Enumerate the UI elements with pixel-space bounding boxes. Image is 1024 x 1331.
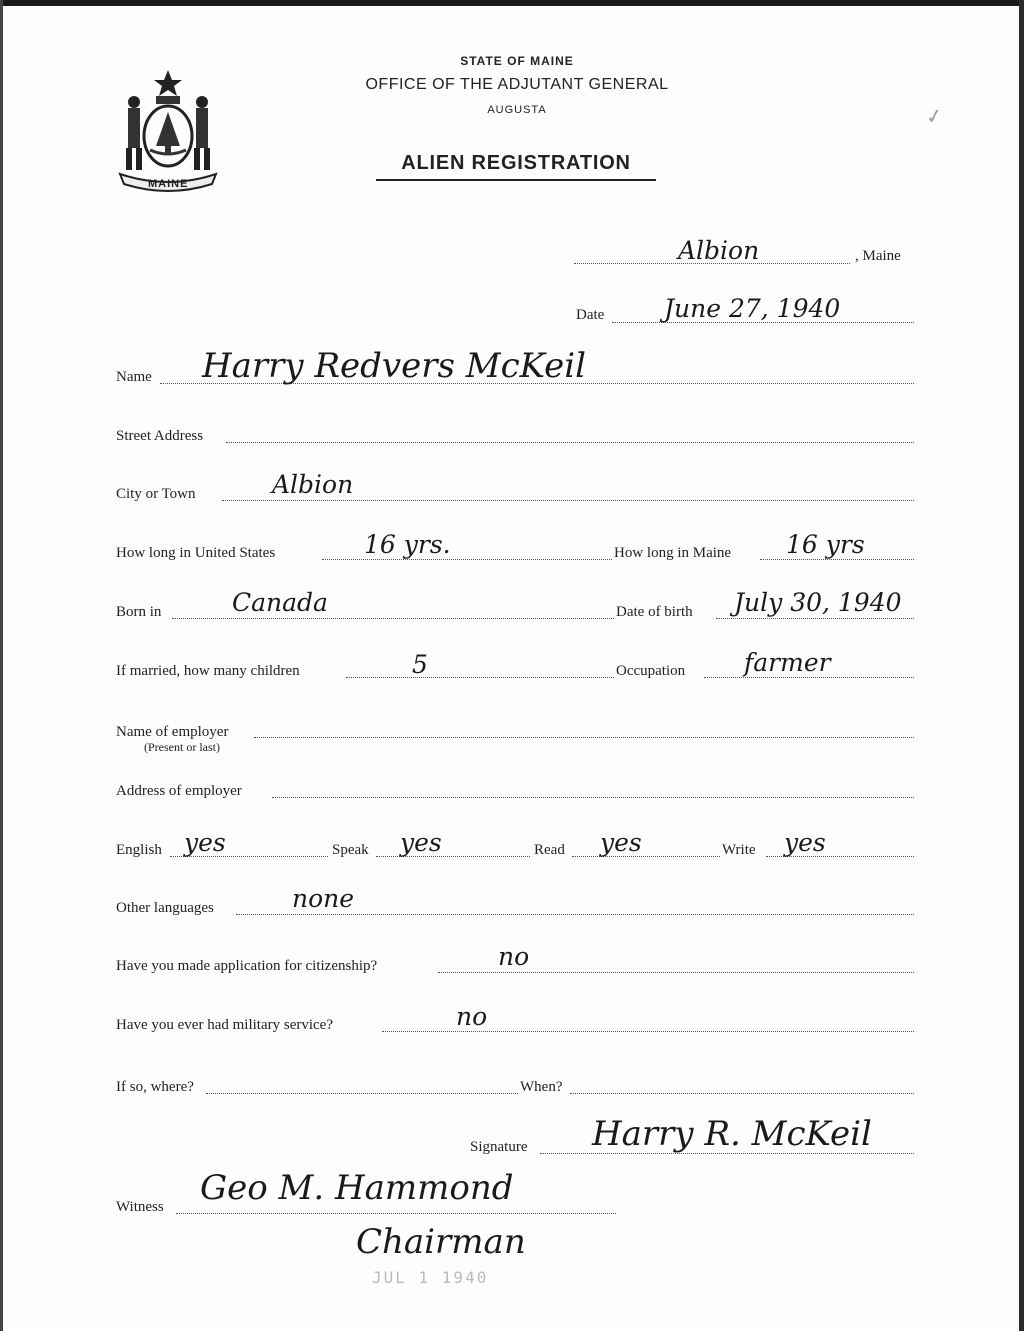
born-in-label: Born in <box>116 604 162 620</box>
citizenship-line <box>438 972 914 973</box>
children-value: 5 <box>412 650 428 679</box>
military-where-label: If so, where? <box>116 1079 194 1095</box>
scan-border-top <box>0 0 1024 6</box>
witness-line <box>176 1213 616 1214</box>
town-suffix: , Maine <box>855 248 901 264</box>
check-mark-icon: ✓ <box>924 104 945 130</box>
citizenship-value: no <box>498 942 530 971</box>
name-value: Harry Redvers McKeil <box>202 346 586 386</box>
other-languages-label: Other languages <box>116 900 214 916</box>
witness-label: Witness <box>116 1199 164 1215</box>
us-duration-label: How long in United States <box>116 545 276 561</box>
street-address-line <box>226 442 914 443</box>
military-where-line <box>206 1093 518 1094</box>
city-value: Albion <box>272 470 354 499</box>
received-date-stamp: JUL 1 1940 <box>372 1268 489 1287</box>
children-label: If married, how many children <box>116 663 300 679</box>
write-value: yes <box>784 828 826 857</box>
employer-name-sublabel: (Present or last) <box>144 740 220 754</box>
name-label: Name <box>116 369 152 385</box>
employer-address-label: Address of employer <box>116 783 242 799</box>
military-service-value: no <box>456 1002 488 1031</box>
employer-address-line <box>272 797 914 798</box>
employer-name-label: Name of employer <box>116 724 229 740</box>
military-when-label: When? <box>520 1079 563 1095</box>
signature-label: Signature <box>470 1139 528 1155</box>
write-label: Write <box>722 842 756 858</box>
street-address-label: Street Address <box>116 428 204 444</box>
maine-duration-label: How long in Maine <box>614 545 732 561</box>
occupation-line <box>704 677 914 678</box>
city-label: City or Town <box>116 486 196 502</box>
occupation-label: Occupation <box>616 663 686 679</box>
speak-label: Speak <box>332 842 369 858</box>
children-line <box>346 677 614 678</box>
maine-duration-value: 16 yrs <box>786 530 865 559</box>
military-service-label: Have you ever had military service? <box>116 1017 333 1033</box>
signature-value: Harry R. McKeil <box>592 1114 872 1154</box>
town-value: Albion <box>678 236 760 265</box>
read-value: yes <box>600 828 642 857</box>
seal-motto: MAINE <box>148 178 189 190</box>
speak-value: yes <box>400 828 442 857</box>
date-label: Date <box>576 307 605 323</box>
born-in-line <box>172 618 614 619</box>
us-duration-line <box>322 559 612 560</box>
us-duration-value: 16 yrs. <box>364 530 451 559</box>
read-line <box>572 856 720 857</box>
read-label: Read <box>534 842 565 858</box>
header-city: AUGUSTA <box>487 104 547 116</box>
date-of-birth-label: Date of birth <box>616 604 693 620</box>
english-label: English <box>116 842 162 858</box>
witness-title: Chairman <box>356 1222 526 1262</box>
date-of-birth-line <box>716 618 914 619</box>
date-value: June 27, 1940 <box>664 294 841 323</box>
header-office: OFFICE OF THE ADJUTANT GENERAL <box>365 76 669 93</box>
military-when-line <box>570 1093 914 1094</box>
employer-name-line <box>254 737 914 738</box>
scan-border-right <box>1019 0 1024 1331</box>
military-service-line <box>382 1031 914 1032</box>
other-languages-value: none <box>292 884 355 913</box>
maine-duration-line <box>760 559 914 560</box>
born-in-value: Canada <box>232 588 328 617</box>
form-title: ALIEN REGISTRATION <box>376 152 656 181</box>
witness-value: Geo M. Hammond <box>200 1168 514 1208</box>
citizenship-label: Have you made application for citizenship? <box>116 958 378 974</box>
english-value: yes <box>184 828 226 857</box>
city-line <box>222 500 914 501</box>
occupation-value: farmer <box>744 648 831 677</box>
date-of-birth-value: July 30, 1940 <box>734 588 902 617</box>
other-languages-line <box>236 914 914 915</box>
header-state: STATE OF MAINE <box>460 54 574 68</box>
scan-border-left <box>0 0 3 1331</box>
